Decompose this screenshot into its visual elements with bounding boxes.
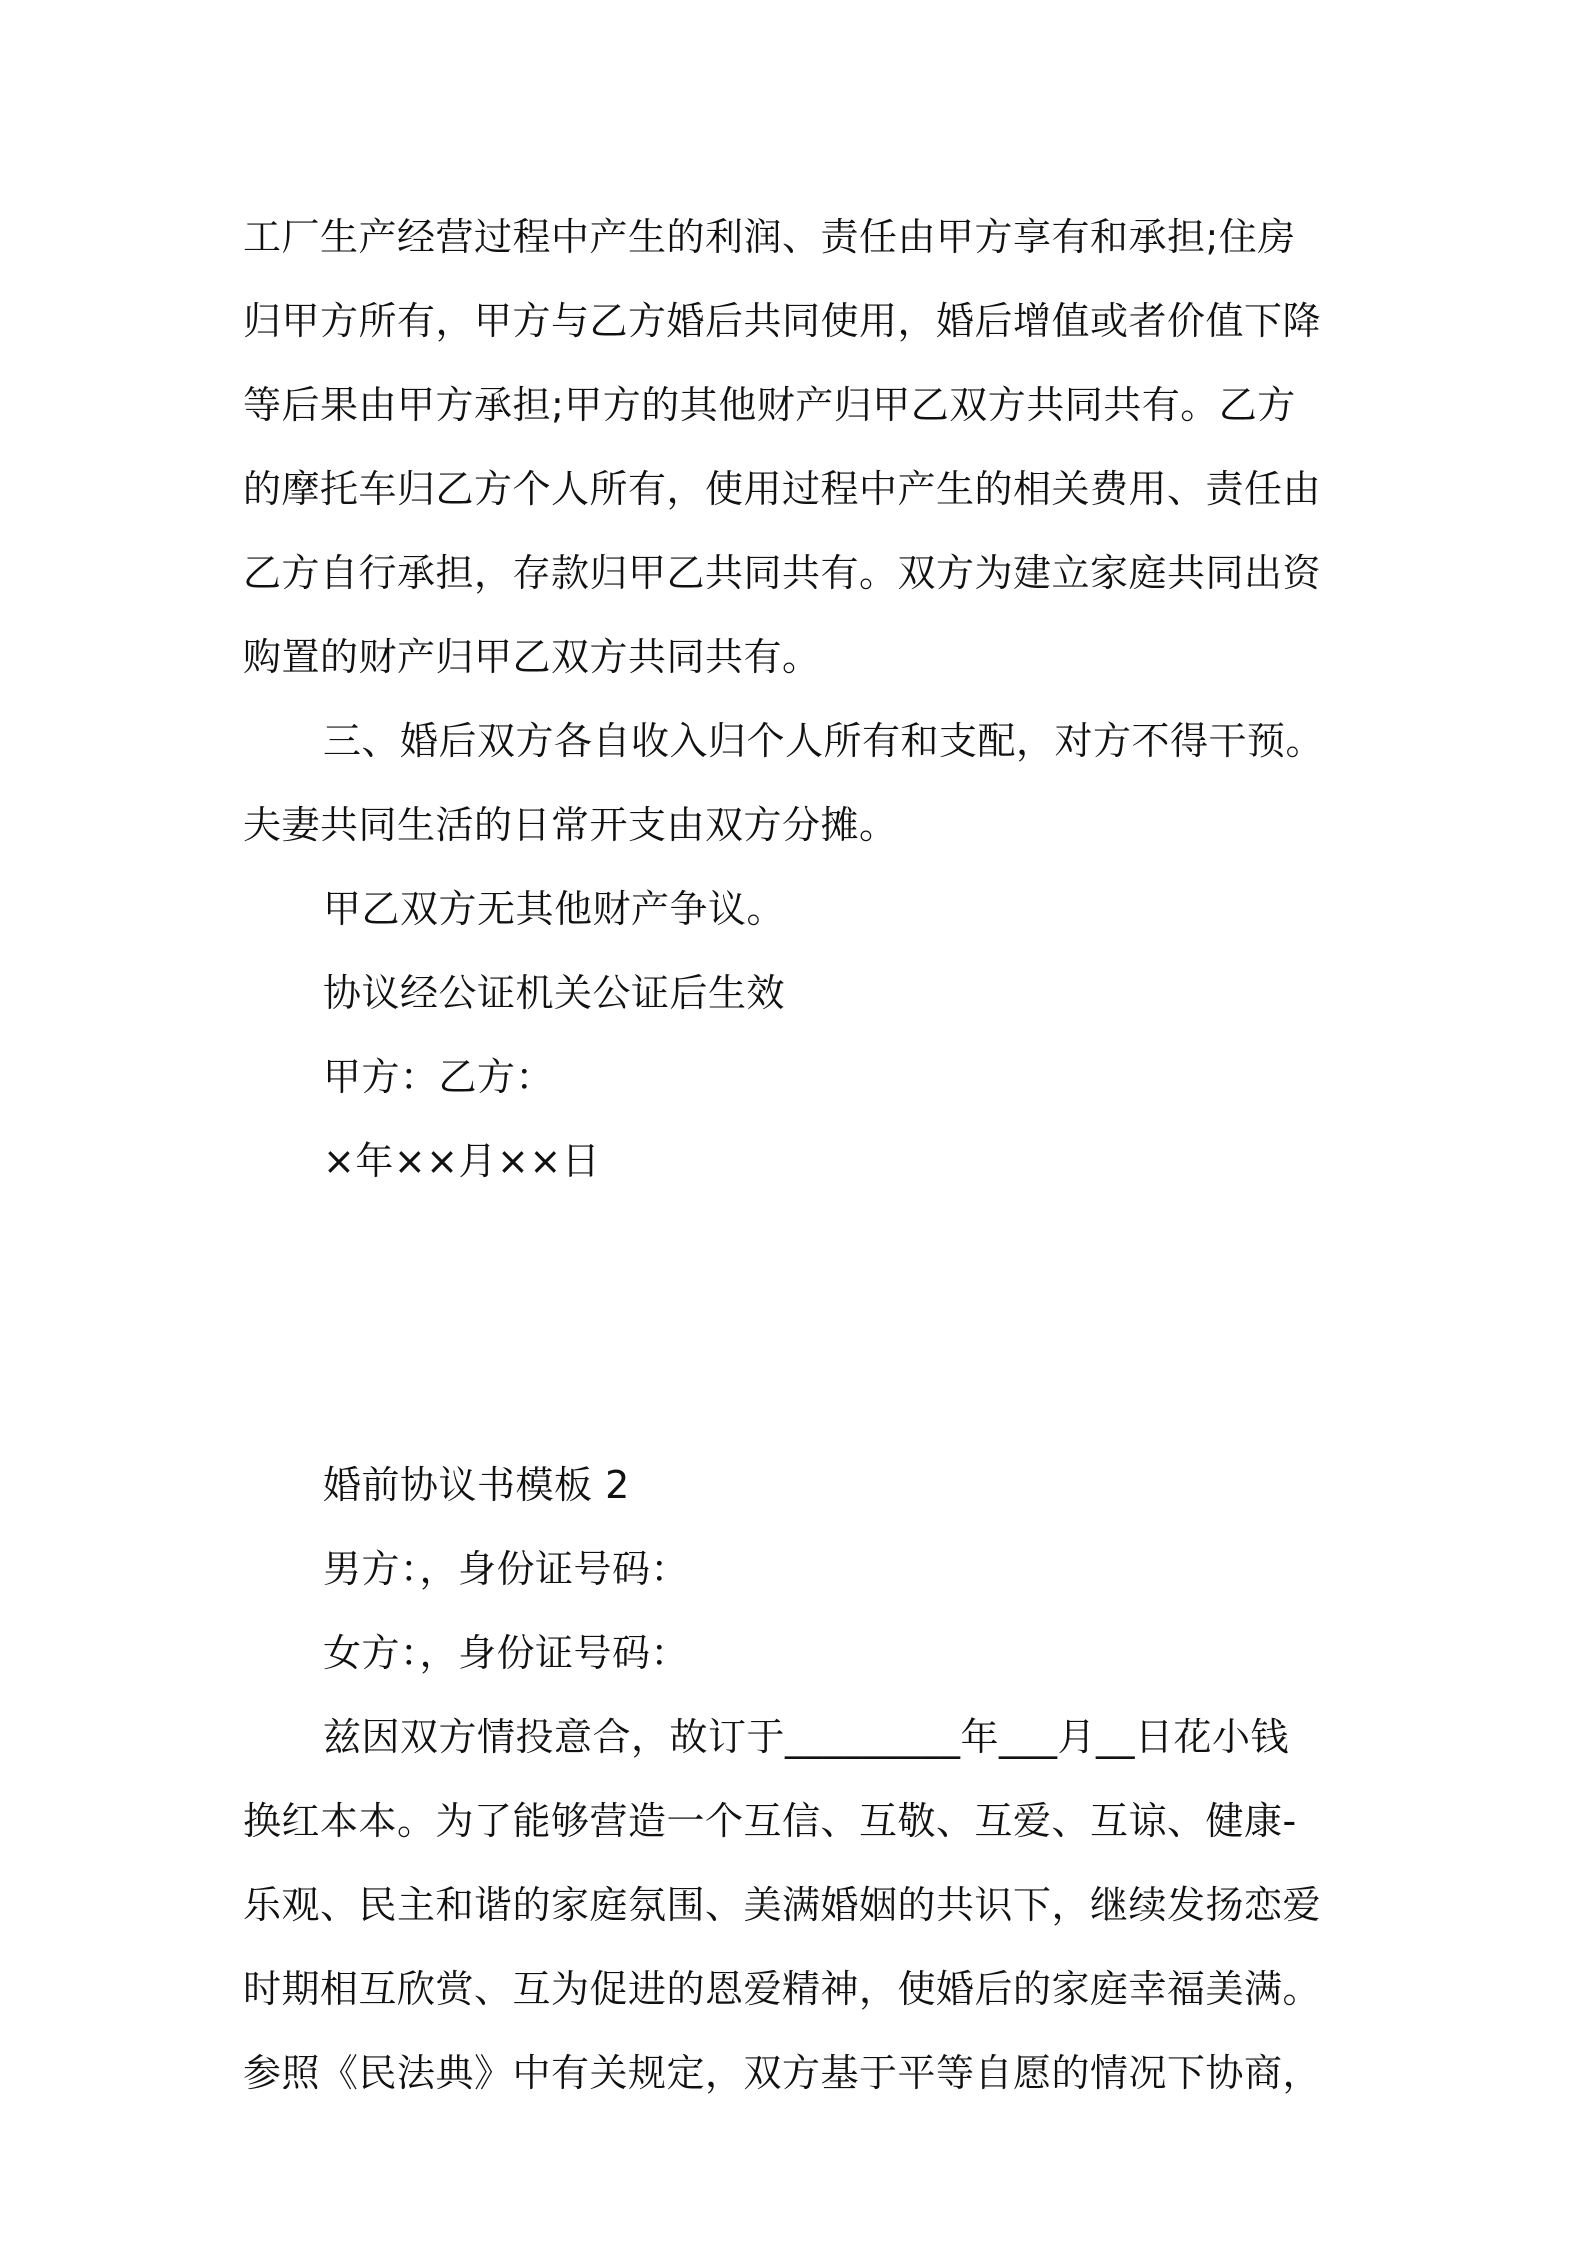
text-line: 三、婚后双方各自收入归个人所有和支配，对方不得干预。 bbox=[323, 719, 1325, 763]
notarization-statement: 协议经公证机关公证后生效 bbox=[323, 971, 786, 1015]
text-line: 乙方自行承担，存款归甲乙共同共有。双方为建立家庭共同出资 bbox=[243, 551, 1322, 595]
document-body bbox=[243, 195, 1355, 2115]
text-line: 兹因双方情投意合，故订于_________年___月__日花小钱 bbox=[323, 1715, 1290, 1759]
intro-paragraph bbox=[243, 1695, 1355, 2115]
text-line: 换红本本。为了能够营造一个互信、互敬、互爱、互谅、健康- bbox=[243, 1799, 1297, 1843]
text-line: 购置的财产归甲乙双方共同共有。 bbox=[243, 635, 821, 679]
text-line: 等后果由甲方承担;甲方的其他财产归甲乙双方共同共有。乙方 bbox=[243, 383, 1296, 427]
section-gap bbox=[243, 1203, 1355, 1443]
text-line: 参照《民法典》中有关规定，双方基于平等自愿的情况下协商， bbox=[243, 2051, 1322, 2095]
female-party-line: 女方：，身份证号码： bbox=[323, 1631, 690, 1675]
no-dispute-statement: 甲乙双方无其他财产争议。 bbox=[323, 887, 786, 931]
signature-line: 甲方：乙方： bbox=[323, 1055, 555, 1099]
text-line: 夫妻共同生活的日常开支由双方分摊。 bbox=[243, 803, 898, 847]
date-line: ×年××月××日 bbox=[323, 1139, 601, 1183]
text-line: 乐观、民主和谐的家庭氛围、美满婚姻的共识下，继续发扬恋爱 bbox=[243, 1883, 1322, 1927]
male-party-line: 男方：，身份证号码： bbox=[323, 1547, 690, 1591]
text-line: 的摩托车归乙方个人所有，使用过程中产生的相关费用、责任由 bbox=[243, 467, 1322, 511]
clause-three-paragraph bbox=[243, 699, 1355, 867]
property-paragraph bbox=[243, 195, 1355, 699]
text-line: 工厂生产经营过程中产生的利润、责任由甲方享有和承担;住房 bbox=[243, 215, 1296, 259]
template-2-title: 婚前协议书模板 2 bbox=[323, 1463, 630, 1507]
text-line: 时期相互欣赏、互为促进的恩爱精神，使婚后的家庭幸福美满。 bbox=[243, 1967, 1322, 2011]
text-line: 归甲方所有，甲方与乙方婚后共同使用，婚后增值或者价值下降 bbox=[243, 299, 1322, 343]
